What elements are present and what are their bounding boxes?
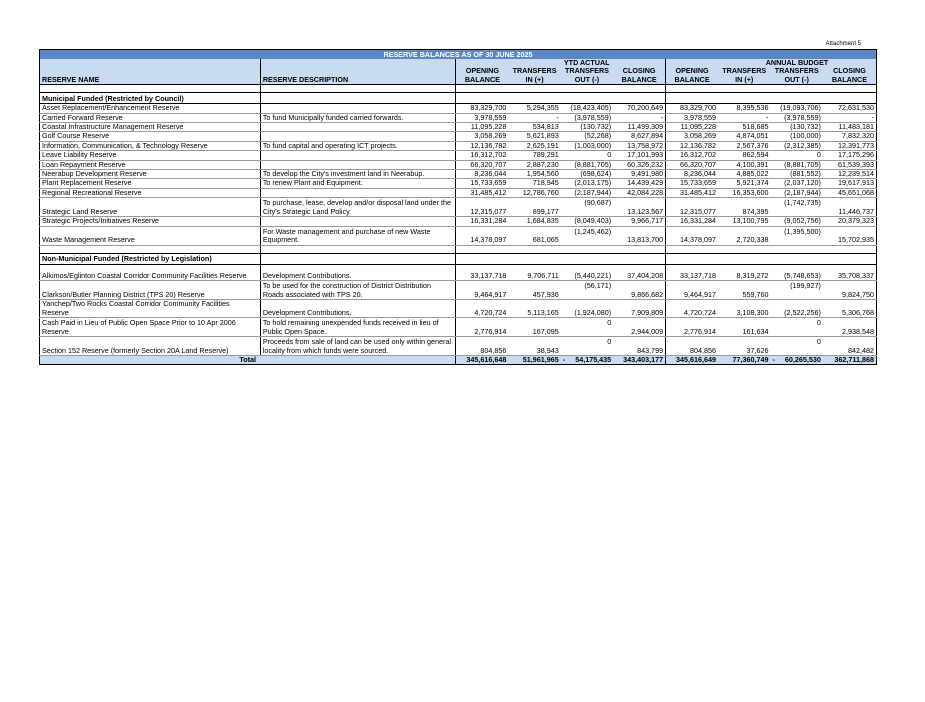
reserve-name: Carried Forward Reserve	[40, 113, 261, 122]
transfers-out: (1,245,462)	[561, 226, 613, 245]
transfers-out: (698,624)	[561, 170, 613, 179]
reserve-name: Strategic Land Reserve	[40, 198, 261, 217]
budget-transfers-out: 0	[770, 151, 822, 160]
transfers-in: 1,684,835	[508, 217, 560, 226]
closing-balance: 60,326,232	[613, 160, 665, 169]
reserve-name: Cash Paid in Lieu of Public Open Space Prior to 10 Apr 2006 Reserve	[40, 317, 261, 336]
budget-transfers-out: (100,000)	[770, 132, 822, 141]
budget-closing-balance: 45,651,068	[823, 188, 877, 197]
transfers-out: (2,187,944)	[561, 188, 613, 197]
transfers-in: 167,095	[508, 317, 560, 336]
reserve-name: Strategic Projects/Initiatives Reserve	[40, 217, 261, 226]
reserve-description	[260, 217, 456, 226]
budget-transfers-out: (2,522,256)	[770, 300, 822, 318]
budget-opening-balance: 3,978,559	[666, 113, 718, 122]
opening-balance: 31,485,412	[456, 188, 508, 197]
budget-closing-balance: 11,446,737	[823, 198, 877, 217]
annual-budget-header: ANNUAL BUDGET	[718, 59, 876, 67]
budget-transfers-out: (2,037,120)	[770, 179, 822, 188]
reserve-name: Asset Replacement/Enhancement Reserve	[40, 104, 261, 113]
section-non-municipal-title: Non-Municipal Funded (Restricted by Legislation)	[40, 253, 261, 264]
budget-closing-balance: 7,832,320	[823, 132, 877, 141]
total-budget-transfers-out	[770, 355, 822, 364]
table-row	[40, 123, 877, 132]
budget-closing-header: CLOSING	[823, 67, 877, 75]
closing-balance: 8,627,894	[613, 132, 665, 141]
table-row	[40, 132, 877, 141]
transfers-in: 457,936	[508, 281, 560, 300]
budget-closing-balance: 72,631,530	[823, 104, 877, 113]
table-row	[40, 317, 877, 336]
total-row	[40, 355, 877, 364]
transfers-out: (1,924,080)	[561, 300, 613, 318]
transfers-in: 38,943	[508, 336, 560, 355]
total-budget-closing: 362,711,868	[823, 355, 877, 364]
closing-balance: 9,866,682	[613, 281, 665, 300]
total-transfers-in: 51,961,965	[508, 355, 560, 364]
reserve-name: Section 152 Reserve (formerly Section 20A Land Reserve)	[40, 336, 261, 355]
budget-opening-balance: 11,095,228	[666, 123, 718, 132]
budget-opening-header: OPENING	[666, 67, 718, 75]
transfers-in: 718,945	[508, 179, 560, 188]
budget-transfers-in: -	[718, 113, 770, 122]
transfers-in: 899,177	[508, 198, 560, 217]
budget-transfers-out: (881,552)	[770, 170, 822, 179]
opening-balance: 2,776,914	[456, 317, 508, 336]
budget-opening-balance: 3,058,269	[666, 132, 718, 141]
transfers-out: (5,440,221)	[561, 272, 613, 281]
budget-transfers-out: (1,742,735)	[770, 198, 822, 217]
total-transfers-out	[561, 355, 613, 364]
transfers-out: 0	[561, 336, 613, 355]
closing-balance: 9,966,717	[613, 217, 665, 226]
opening-balance: 3,978,559	[456, 113, 508, 122]
budget-closing-balance: 5,306,768	[823, 300, 877, 318]
budget-transfers-in: 37,626	[718, 336, 770, 355]
budget-transfers-in: 2,567,376	[718, 141, 770, 150]
reserve-description	[260, 123, 456, 132]
table-row	[40, 170, 877, 179]
opening-balance: 16,312,702	[456, 151, 508, 160]
budget-opening-balance: 33,137,718	[666, 272, 718, 281]
budget-closing-header-2: BALANCE	[823, 76, 877, 85]
table-row	[40, 198, 877, 217]
budget-closing-balance: 20,379,323	[823, 217, 877, 226]
budget-opening-balance: 15,733,659	[666, 179, 718, 188]
budget-opening-balance: 16,331,284	[666, 217, 718, 226]
budget-opening-balance: 16,312,702	[666, 151, 718, 160]
transfers-out: (1,003,000)	[561, 141, 613, 150]
budget-opening-balance: 31,485,412	[666, 188, 718, 197]
reserve-description: To be used for the construction of District Distribution Roads associated with TPS 20.	[260, 281, 456, 300]
header-row-2	[40, 76, 877, 85]
budget-transfers-in: 4,874,051	[718, 132, 770, 141]
reserve-name-header: RESERVE NAME	[40, 76, 261, 85]
budget-transfers-out: (9,052,756)	[770, 217, 822, 226]
budget-transfers-in: 2,720,338	[718, 226, 770, 245]
table-row	[40, 300, 877, 318]
table-row	[40, 217, 877, 226]
budget-transfers-in: 16,353,600	[718, 188, 770, 197]
reserve-description: To hold remaining unexpended funds received in lieu of Public Open Space.	[260, 317, 456, 336]
reserve-description	[260, 132, 456, 141]
budget-closing-balance: 35,708,337	[823, 272, 877, 281]
reserve-name: Loan Repayment Reserve	[40, 160, 261, 169]
reserve-name: Information, Communication, & Technology Reserve	[40, 141, 261, 150]
budget-transfers-out-header: TRANSFERS	[770, 67, 822, 75]
budget-transfers-out: (5,748,653)	[770, 272, 822, 281]
reserve-name: Clarkson/Butler Planning District (TPS 20) Reserve	[40, 281, 261, 300]
opening-balance: 9,464,917	[456, 281, 508, 300]
reserve-description: Proceeds from sale of land can be used only within general locality from which funds were sourced.	[260, 336, 456, 355]
budget-opening-balance: 8,236,044	[666, 170, 718, 179]
transfers-out: 0	[561, 317, 613, 336]
transfers-in-header-2: IN (+)	[508, 76, 560, 85]
budget-transfers-in: 559,760	[718, 281, 770, 300]
total-budget-dash: -	[772, 355, 775, 364]
transfers-in: 2,625,191	[508, 141, 560, 150]
budget-transfers-in: 8,319,272	[718, 272, 770, 281]
transfers-in: 2,887,230	[508, 160, 560, 169]
transfers-out: (52,268)	[561, 132, 613, 141]
budget-transfers-in: 3,108,300	[718, 300, 770, 318]
opening-balance: 8,236,044	[456, 170, 508, 179]
transfers-out: (3,978,559)	[561, 113, 613, 122]
transfers-in: 5,113,165	[508, 300, 560, 318]
opening-balance: 12,136,782	[456, 141, 508, 150]
reserve-name: Regional Recreational Reserve	[40, 188, 261, 197]
budget-transfers-out: (2,312,385)	[770, 141, 822, 150]
budget-opening-balance: 83,329,700	[666, 104, 718, 113]
budget-transfers-in-header: TRANSFERS	[718, 67, 770, 75]
transfers-out: (90,687)	[561, 198, 613, 217]
opening-balance: 15,733,659	[456, 179, 508, 188]
table-row	[40, 226, 877, 245]
reserve-name: Plant Replacement Reserve	[40, 179, 261, 188]
reserve-description: To fund Municipally funded carried forwards.	[260, 113, 456, 122]
total-dash: -	[562, 355, 566, 364]
budget-closing-balance: 17,175,296	[823, 151, 877, 160]
ytd-actual-header: YTD ACTUAL	[508, 59, 665, 67]
closing-balance: 17,101,993	[613, 151, 665, 160]
budget-closing-balance: 15,702,935	[823, 226, 877, 245]
budget-opening-balance: 66,320,707	[666, 160, 718, 169]
reserve-description	[260, 104, 456, 113]
budget-transfers-out: (3,978,559)	[770, 113, 822, 122]
closing-balance: 13,123,567	[613, 198, 665, 217]
closing-balance: 9,491,980	[613, 170, 665, 179]
budget-opening-header-2: BALANCE	[666, 76, 718, 85]
opening-balance: 4,720,724	[456, 300, 508, 318]
transfers-in: 789,291	[508, 151, 560, 160]
budget-closing-balance: 9,824,750	[823, 281, 877, 300]
total-budget-opening: 345,616,649	[666, 355, 718, 364]
budget-closing-balance: 61,539,393	[823, 160, 877, 169]
budget-opening-balance: 12,315,077	[666, 198, 718, 217]
budget-opening-balance: 4,720,724	[666, 300, 718, 318]
closing-header: CLOSING	[613, 67, 665, 75]
budget-closing-balance: 12,391,773	[823, 141, 877, 150]
reserve-description	[260, 160, 456, 169]
closing-balance: 70,200,649	[613, 104, 665, 113]
closing-balance: 843,799	[613, 336, 665, 355]
reserve-description: To develop the City's investment land in Neerabup.	[260, 170, 456, 179]
table-row	[40, 160, 877, 169]
closing-balance: 13,813,700	[613, 226, 665, 245]
budget-transfers-out: (2,187,944)	[770, 188, 822, 197]
transfers-in: 5,294,355	[508, 104, 560, 113]
table-row	[40, 113, 877, 122]
budget-transfers-out: (199,927)	[770, 281, 822, 300]
reserve-name: Golf Course Reserve	[40, 132, 261, 141]
transfers-in: 681,065	[508, 226, 560, 245]
reserve-name: Neerabup Development Reserve	[40, 170, 261, 179]
opening-header: OPENING	[456, 67, 508, 75]
budget-opening-balance: 804,856	[666, 336, 718, 355]
opening-header-2: BALANCE	[456, 76, 508, 85]
transfers-out-header: TRANSFERS	[561, 67, 613, 75]
header-group-row	[40, 59, 877, 67]
budget-transfers-out: (8,881,705)	[770, 160, 822, 169]
budget-transfers-in: 874,395	[718, 198, 770, 217]
header-row-1	[40, 67, 877, 75]
budget-transfers-out: 0	[770, 317, 822, 336]
transfers-in: 5,621,893	[508, 132, 560, 141]
reserve-name: Waste Management Reserve	[40, 226, 261, 245]
reserve-description: Development Contributions.	[260, 272, 456, 281]
table-row	[40, 179, 877, 188]
closing-balance: 7,909,809	[613, 300, 665, 318]
total-label: Total	[40, 355, 456, 364]
reserve-description: To fund capital and operating ICT projects.	[260, 141, 456, 150]
reserve-name: Yanchep/Two Rocks Coastal Corridor Community Facilities Reserve	[40, 300, 261, 318]
table-row	[40, 336, 877, 355]
total-budget-transfers-in: 77,360,749	[718, 355, 770, 364]
opening-balance: 12,315,077	[456, 198, 508, 217]
opening-balance: 804,856	[456, 336, 508, 355]
budget-closing-balance: -	[823, 113, 877, 122]
transfers-in-header: TRANSFERS	[508, 67, 560, 75]
closing-header-2: BALANCE	[613, 76, 665, 85]
section-municipal-row	[40, 93, 877, 104]
transfers-in: 9,706,711	[508, 272, 560, 281]
transfers-out: (8,881,705)	[561, 160, 613, 169]
budget-closing-balance: 19,617,913	[823, 179, 877, 188]
transfers-in: -	[508, 113, 560, 122]
closing-balance: 14,439,429	[613, 179, 665, 188]
opening-balance: 83,329,700	[456, 104, 508, 113]
closing-balance: 11,499,309	[613, 123, 665, 132]
budget-transfers-in: 8,395,536	[718, 104, 770, 113]
transfers-out: (56,171)	[561, 281, 613, 300]
budget-transfers-out: (130,732)	[770, 123, 822, 132]
total-closing: 343,403,177	[613, 355, 665, 364]
transfers-out: (2,013,175)	[561, 179, 613, 188]
table-row	[40, 272, 877, 281]
transfers-in: 12,786,760	[508, 188, 560, 197]
table-row	[40, 104, 877, 113]
reserve-balances-table	[39, 49, 877, 365]
budget-transfers-out-header-2: OUT (-)	[770, 76, 822, 85]
closing-balance: 42,084,228	[613, 188, 665, 197]
transfers-out-header-2: OUT (-)	[561, 76, 613, 85]
opening-balance: 11,095,228	[456, 123, 508, 132]
budget-opening-balance: 2,776,914	[666, 317, 718, 336]
closing-balance: 2,944,009	[613, 317, 665, 336]
reserve-description: To purchase, lease, develop and/or disposal land under the City's Strategic Land Policy.	[260, 198, 456, 217]
total-transfers-out-value: 54,175,435	[575, 355, 612, 364]
attachment-label: Attachment 5	[825, 41, 861, 47]
table-row	[40, 188, 877, 197]
section-non-municipal-row	[40, 253, 877, 264]
reserve-description	[260, 151, 456, 160]
opening-balance: 16,331,284	[456, 217, 508, 226]
budget-transfers-in: 4,885,022	[718, 170, 770, 179]
transfers-out: (18,423,405)	[561, 104, 613, 113]
budget-closing-balance: 11,483,181	[823, 123, 877, 132]
budget-transfers-in: 161,634	[718, 317, 770, 336]
table-title: RESERVE BALANCES AS OF 30 JUNE 2025	[40, 50, 877, 60]
opening-balance: 3,058,269	[456, 132, 508, 141]
budget-transfers-out: 0	[770, 336, 822, 355]
budget-transfers-in-header-2: IN (+)	[718, 76, 770, 85]
closing-balance: -	[613, 113, 665, 122]
closing-balance: 13,758,972	[613, 141, 665, 150]
budget-closing-balance: 842,482	[823, 336, 877, 355]
table-row	[40, 141, 877, 150]
reserve-name: Leave Liability Reserve	[40, 151, 261, 160]
transfers-in: 1,954,560	[508, 170, 560, 179]
budget-opening-balance: 9,464,917	[666, 281, 718, 300]
transfers-out: (130,732)	[561, 123, 613, 132]
table-row	[40, 281, 877, 300]
budget-transfers-in: 4,100,391	[718, 160, 770, 169]
budget-transfers-out: (1,395,500)	[770, 226, 822, 245]
reserve-name: Coastal Infrastructure Management Reserve	[40, 123, 261, 132]
closing-balance: 37,404,208	[613, 272, 665, 281]
opening-balance: 66,320,707	[456, 160, 508, 169]
budget-opening-balance: 12,136,782	[666, 141, 718, 150]
transfers-out: (8,049,403)	[561, 217, 613, 226]
opening-balance: 14,378,097	[456, 226, 508, 245]
budget-closing-balance: 12,239,514	[823, 170, 877, 179]
budget-closing-balance: 2,938,548	[823, 317, 877, 336]
reserve-description: Development Contributions.	[260, 300, 456, 318]
reserve-description	[260, 188, 456, 197]
section-municipal-title: Municipal Funded (Restricted by Council)	[40, 93, 261, 104]
total-opening: 345,616,648	[456, 355, 508, 364]
table-title-row	[40, 50, 877, 60]
reserve-description-header: RESERVE DESCRIPTION	[260, 76, 456, 85]
reserve-description: To renew Plant and Equipment.	[260, 179, 456, 188]
transfers-out: 0	[561, 151, 613, 160]
reserve-name: Alkimos/Eglinton Coastal Corridor Community Facilities Reserve	[40, 272, 261, 281]
budget-transfers-in: 518,685	[718, 123, 770, 132]
budget-transfers-in: 862,594	[718, 151, 770, 160]
total-budget-transfers-out-value: 60,265,530	[784, 355, 821, 364]
table-row	[40, 151, 877, 160]
budget-transfers-in: 13,100,795	[718, 217, 770, 226]
transfers-in: 534,813	[508, 123, 560, 132]
reserve-description: For Waste management and purchase of new Waste Equipment.	[260, 226, 456, 245]
budget-opening-balance: 14,378,097	[666, 226, 718, 245]
budget-transfers-out: (19,093,706)	[770, 104, 822, 113]
budget-transfers-in: 5,921,374	[718, 179, 770, 188]
opening-balance: 33,137,718	[456, 272, 508, 281]
